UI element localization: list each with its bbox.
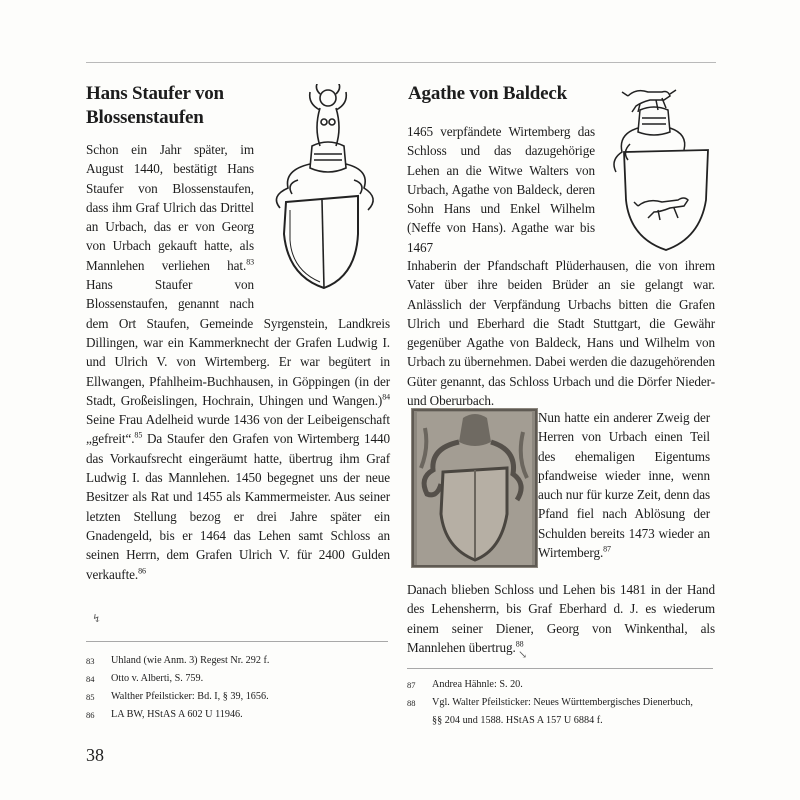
section-title-agathe: Agathe von Baldeck: [408, 83, 567, 104]
page-number: 38: [86, 745, 104, 765]
scan-mark: ↘: [518, 649, 528, 661]
left-footnotes: [86, 652, 388, 724]
left-footnote-rule: [86, 641, 388, 642]
left-para-1: Schon ein Jahr später, im August 1440, bestätigt Hans Staufer von Blossenstaufen, dass ihm Graf Ulrich das Drittel an Urbach, das er von Georg von Urbach gekauft hatte, als Mannlehen verliehen hat.: [86, 142, 254, 273]
top-rule: [86, 62, 716, 63]
footnote-86: 86 LA BW, HStAS A 602 U 11946.: [86, 709, 243, 720]
footnote-88: 88 Vgl. Walter Pfeilsticker: Neues Württembergisches Dienerbuch,: [407, 697, 693, 708]
footnote-ref-87[interactable]: 87: [603, 544, 611, 554]
right-body-d: [407, 580, 715, 657]
tombstone-relief-photo: [411, 408, 538, 568]
footnote-ref-86[interactable]: 86: [138, 566, 146, 576]
footnote-ref-85[interactable]: 85: [134, 431, 143, 441]
footnote-83: 83 Uhland (wie Anm. 3) Regest Nr. 292 f.: [86, 655, 270, 666]
footnote-ref-88[interactable]: 88: [515, 639, 524, 649]
footnote-84: 84 Otto v. Alberti, S. 759.: [86, 673, 204, 684]
right-paragraph-a: 1465 verpfändete Wirtemberg das Schloss und das dazugehörige Lehen an die Witwe Walters von Urbach, Agathe von Baldeck, deren Sohn Hans und Enkel Wilhelm (Neffe von Hans). Agathe war bis 1467: [407, 124, 595, 255]
relief-illustration-icon: [411, 408, 538, 568]
footnote-ref-84[interactable]: 84: [382, 392, 390, 402]
left-para-3: Seine Frau Adelheid wurde 1436 von der Leibeigenschaft „gefreit“.: [86, 412, 390, 447]
right-footnotes: [407, 676, 713, 730]
footnote-87: 87 Andrea Hähnle: S. 20.: [407, 679, 523, 690]
footnote-85: 85 Walther Pfeilsticker: Bd. I, § 39, 1656.: [86, 691, 269, 702]
right-paragraph-c: Nun hatte ein anderer Zweig der Herren von Urbach einen Teil des ehemaligen Eigentums pfandweise wieder inne, wenn auch nur für kurze Zeit, denn das Pfand fiel nach Ablösung der Schulden bereits 1473 wieder an Wirtemberg.$^{87}$: [538, 410, 710, 561]
right-paragraph-b: Inhaberin der Pfandschaft Plüderhausen, die von ihrem Vater über ihre beiden Brüder an sie gelangt war. Anlässlich der Verpfändung Urbachs bitten die Grafen Ulrich und Eberhard die Stadt Stuttgart, die Gewähr gegenüber Agathe von Baldeck, Hans und Wilhelm von Urbach zu übernehmen. Dabei werden die dazugehörenden Güter genannt, das Schloss Urbach und die Dörfer Nieder- und Oberurbach.: [407, 258, 715, 409]
scan-speck: ↯: [92, 613, 102, 625]
footnote-ref-83[interactable]: 83: [246, 257, 254, 267]
right-paragraph-d: Danach blieben Schloss und Lehen bis 1481 in der Hand des Lehensherrn, bis Graf Eberhard d. J. es wiederum einem seiner Diener, Georg von Winkenthal, als Mannlehen übertrug.$^{88}$: [407, 582, 715, 655]
right-body-a: [407, 122, 715, 257]
left-body: [86, 140, 390, 584]
right-footnote-rule: [407, 668, 713, 669]
left-para-2: Hans Staufer von Blossenstaufen, genannt nach dem Ort Staufen, Gemeinde Syrgenstein, Landkreis Dillingen, war ein Kammerknecht der Grafen Ludwig I. und Ulrich V. von Wirtemberg. Er war begütert in Ellwangen, Pfahlheim-Buchhausen, in Göppingen (in der Stadt, Großeislingen, Hochrain, Uhingen und Wangen.): [86, 277, 390, 408]
section-title-hans-staufer: Hans Staufer von Blossenstaufen: [86, 83, 224, 128]
right-body-b: [407, 256, 715, 410]
left-para-4: Da Staufer den Grafen von Wirtemberg 1440 das Vorkaufsrecht eingeräumt hatte, übertrug ihm Graf Ludwig I. das Mannlehen. 1450 begegnet uns der neue Besitzer als Rat und 1455 als Kammermeister. Aus seiner letzten Stellung bezog er drei Jahre später ein Gnadengeld, bis er 1464 das Lehen samt Schloss an seinen Herrn, dem Grafen Ulrich V. für 2400 Gulden verkaufte.: [86, 431, 390, 582]
footnote-88-cont: §§ 204 und 1588. HStAS A 157 U 6884 f.: [432, 715, 603, 726]
right-body-c: [538, 408, 710, 562]
